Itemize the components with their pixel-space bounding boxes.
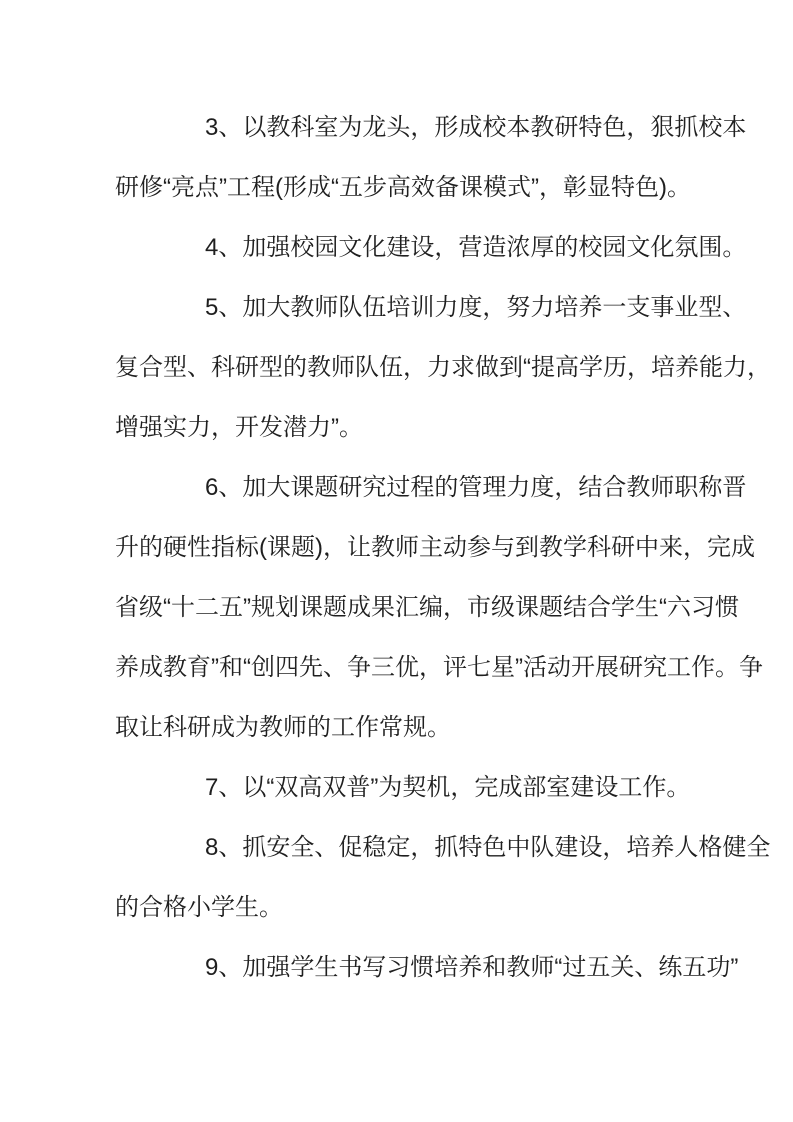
text-line: 6、加大课题研究过程的管理力度，结合教师职称晋 bbox=[205, 474, 747, 501]
text-line: 7、以“双高双普”为契机，完成部室建设工作。 bbox=[205, 774, 691, 801]
text-line: 9、加强学生书写习惯培养和教师“过五关、练五功” bbox=[205, 954, 739, 981]
text-line: 增强实力，开发潜力”。 bbox=[115, 414, 363, 441]
text-line: 3、以教科室为龙头，形成校本教研特色，狠抓校本 bbox=[205, 114, 747, 141]
document-body bbox=[115, 98, 771, 998]
text-line: 升的硬性指标(课题)，让教师主动参与到教学科研中来，完成 bbox=[115, 534, 755, 561]
text-line: 研修“亮点”工程(形成“五步高效备课模式”，彰显特色)。 bbox=[115, 174, 691, 201]
text-line: 的合格小学生。 bbox=[115, 894, 283, 921]
text-line: 省级“十二五”规划课题成果汇编，市级课题结合学生“六习惯 bbox=[115, 594, 739, 621]
text-line: 5、加大教师队伍培训力度，努力培养一支事业型、 bbox=[205, 294, 747, 321]
text-line: 复合型、科研型的教师队伍，力求做到“提高学历，培养能力， bbox=[115, 354, 771, 381]
text-line: 4、加强校园文化建设，营造浓厚的校园文化氛围。 bbox=[205, 234, 747, 261]
text-line: 8、抓安全、促稳定，抓特色中队建设，培养人格健全 bbox=[205, 834, 771, 861]
text-line: 养成教育”和“创四先、争三优，评七星”活动开展研究工作。争 bbox=[115, 654, 763, 681]
text-line: 取让科研成为教师的工作常规。 bbox=[115, 714, 451, 741]
